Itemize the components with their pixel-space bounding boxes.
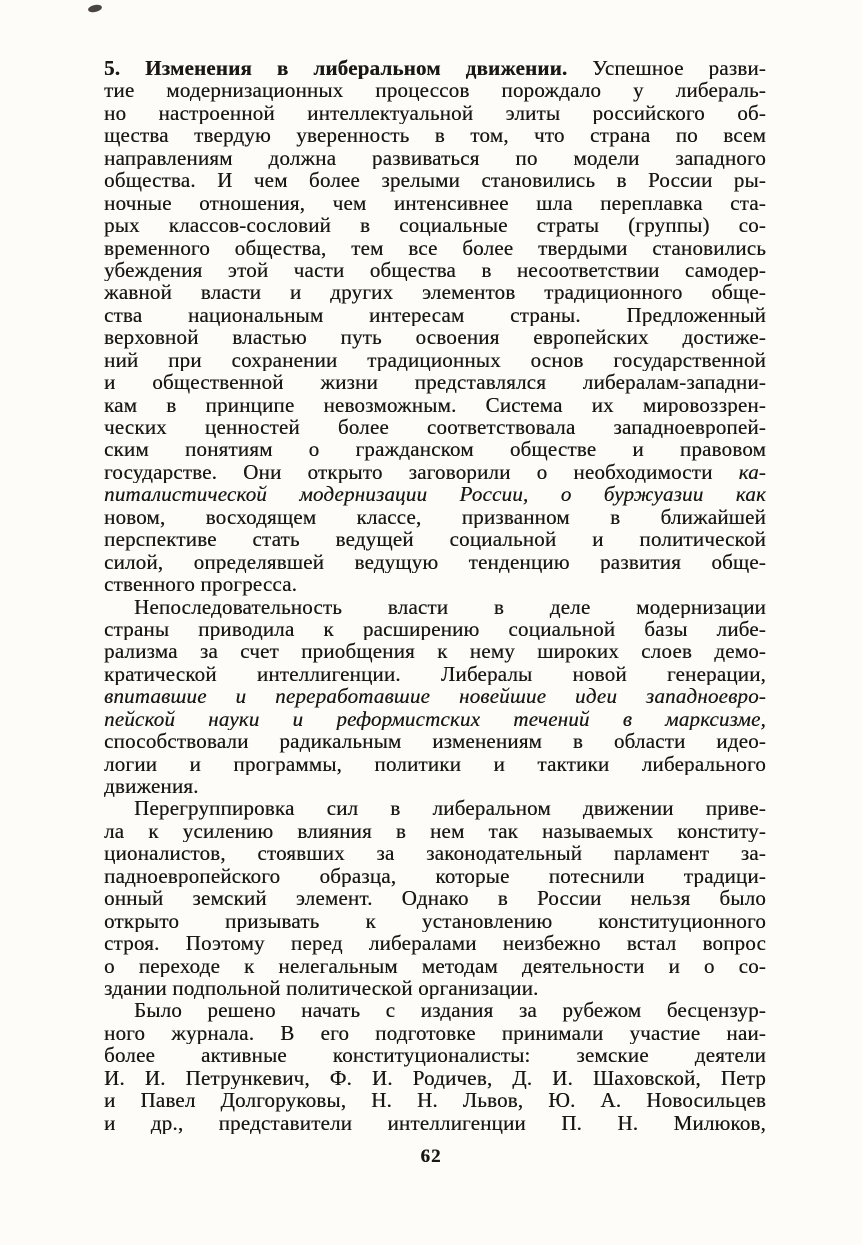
text-line: [104, 1022, 766, 1044]
text-run-normal: ночные отношения, чем интенсивнее шла переплавка ста-: [104, 191, 766, 215]
text-line: [104, 438, 766, 460]
text-line: [104, 169, 766, 191]
text-run-normal: временного общества, тем все более твердыми становились: [104, 236, 766, 259]
text-run-normal: жавной власти и других элементов традиционного обще-: [104, 281, 766, 304]
text-line: [104, 685, 766, 707]
text-run-normal: логии и программы, политики и тактики либерального: [104, 752, 766, 775]
text-line: [104, 416, 766, 438]
text-run-normal: и др., представители интеллигенции П. Н. Милюков,: [104, 1111, 766, 1134]
text-line: [104, 192, 766, 214]
text-run-normal: строя. Поэтому перед либералами неизбежно встал вопрос: [104, 932, 766, 955]
text-line: [104, 551, 766, 573]
text-run-normal: ного журнала. В его подготовке принимали участие наи-: [104, 1021, 766, 1045]
text-run-normal: о переходе к нелегальным методам деятельности и о со-: [104, 954, 766, 977]
text-line: [104, 865, 766, 887]
text-run-normal: ства национальным интересам страны. Предложенный: [104, 303, 766, 327]
text-line: [104, 932, 766, 954]
text-run-normal: онный земский элемент. Однако в России нельзя было: [104, 887, 766, 910]
text-run-normal: и Павел Долгоруковы, Н. Н. Львов, Ю. А. Новосильцев: [104, 1089, 766, 1112]
text-line: [104, 304, 766, 326]
text-run-bold: 5. Изменения в либеральном движении.: [104, 57, 593, 80]
text-run-normal: рых классов-сословий в социальные страты (группы) со-: [104, 214, 766, 237]
text-line: [104, 461, 766, 483]
text-run-normal: способствовали радикальным изменениям в области идео-: [104, 730, 766, 753]
text-line: [104, 640, 766, 662]
text-line: [104, 528, 766, 550]
text-line: [104, 663, 766, 685]
text-run-normal: общества. И чем более зрелыми становились в России ры-: [104, 169, 766, 192]
text-run-normal: ским понятиям о гражданском обществе и правовом: [104, 438, 766, 461]
text-run-italic: впитавшие и переработавшие новейшие идеи западноевро-: [104, 685, 766, 708]
text-line: [104, 977, 766, 999]
text-run-normal: ческих ценностей более соответствовала западноевропей-: [104, 416, 766, 439]
text-run-normal: кратической интеллигенции. Либералы новой генерации,: [104, 662, 766, 686]
text-run-normal: ний при сохранении традиционных основ государственной: [104, 348, 766, 372]
text-line: [104, 955, 766, 977]
text-run-normal: направлениям должна развиваться по модели западного: [104, 146, 766, 170]
text-line: [104, 281, 766, 303]
text-line: [104, 999, 766, 1021]
text-run-normal: щества твердую уверенность в том, что страна по всем: [104, 124, 766, 147]
text-run-normal: новом, восходящем классе, призванном в ближайшей: [104, 505, 766, 529]
text-run-normal: Было решено начать с издания за рубежом бесцензур-: [134, 999, 766, 1022]
text-line: [104, 1112, 766, 1134]
text-line: [104, 79, 766, 101]
page-number: 62: [420, 1146, 442, 1167]
text-line: [104, 237, 766, 259]
text-run-normal: страны приводила к расширению социальной базы либе-: [104, 617, 766, 641]
text-run-normal: рализма за счет приобщения к нему широких слоев демо-: [104, 640, 766, 663]
page-text: [104, 57, 766, 1134]
text-line: [104, 887, 766, 909]
text-line: [104, 102, 766, 124]
text-line: [104, 753, 766, 775]
text-line: [104, 371, 766, 393]
text-run-normal: открыто призывать к установлению конституционного: [104, 909, 766, 933]
text-run-normal: Непоследовательность власти в деле модернизации: [134, 595, 766, 618]
text-run-normal: убеждения этой части общества в несоответствии самодер-: [104, 258, 766, 282]
text-line: [104, 147, 766, 169]
text-line: [104, 483, 766, 505]
text-line: [104, 708, 766, 730]
text-line: [104, 506, 766, 528]
text-line: [104, 842, 766, 864]
text-line: [104, 596, 766, 618]
text-run-normal: Перегруппировка сил в либеральном движении приве-: [134, 797, 766, 820]
text-run-normal: Успешное разви-: [592, 57, 766, 80]
text-line: [104, 326, 766, 348]
text-run-normal: тие модернизационных процессов порождало у либераль-: [104, 79, 766, 102]
text-run-normal: И. И. Петрункевич, Ф. И. Родичев, Д. И. Шаховской, Петр: [104, 1066, 766, 1090]
text-line: [104, 618, 766, 640]
text-line: [104, 820, 766, 842]
text-line: [104, 394, 766, 416]
text-run-normal: ственного прогресса.: [104, 573, 298, 596]
text-run-normal: здании подпольной политической организации.: [104, 976, 539, 1000]
text-run-normal: государстве. Они открыто заговорили о необходимости: [104, 460, 739, 484]
text-line: [104, 1044, 766, 1066]
text-line: [104, 775, 766, 797]
text-run-normal: ла к усилению влияния в нем так называемых конститу-: [104, 819, 766, 843]
text-run-normal: кам в принципе невозможным. Система их мировоззрен-: [104, 393, 766, 416]
scan-artifact: [87, 4, 102, 14]
text-line: [104, 214, 766, 236]
text-run-normal: падноевропейского образца, которые потеснили традици-: [104, 864, 766, 888]
text-run-italic: питалистической модернизации России, о буржуазии как: [104, 483, 766, 506]
text-line: [104, 57, 766, 79]
text-run-normal: движения.: [104, 775, 199, 798]
text-line: [104, 259, 766, 281]
text-line: [104, 730, 766, 752]
text-line: [104, 1089, 766, 1111]
text-line: [104, 349, 766, 371]
text-line: [104, 573, 766, 595]
text-run-normal: верховной властью путь освоения европейских достиже-: [104, 326, 766, 349]
text-run-normal: ционалистов, стоявших за законодательный парламент за-: [104, 842, 766, 865]
text-line: [104, 797, 766, 819]
text-run-italic: пейской науки и реформистских течений в марксизме,: [104, 707, 766, 731]
text-line: [104, 1067, 766, 1089]
text-run-normal: но настроенной интеллектуальной элиты российского об-: [104, 101, 766, 125]
text-run-normal: силой, определявшей ведущую тенденцию развития обще-: [104, 550, 766, 574]
text-run-italic: ка-: [738, 460, 766, 484]
text-run-normal: перспективе стать ведущей социальной и политической: [104, 528, 766, 551]
text-line: [104, 910, 766, 932]
text-line: [104, 124, 766, 146]
text-run-normal: более активные конституционалисты: земские деятели: [104, 1044, 766, 1067]
text-run-normal: и общественной жизни представлялся либералам-западни-: [104, 371, 766, 394]
